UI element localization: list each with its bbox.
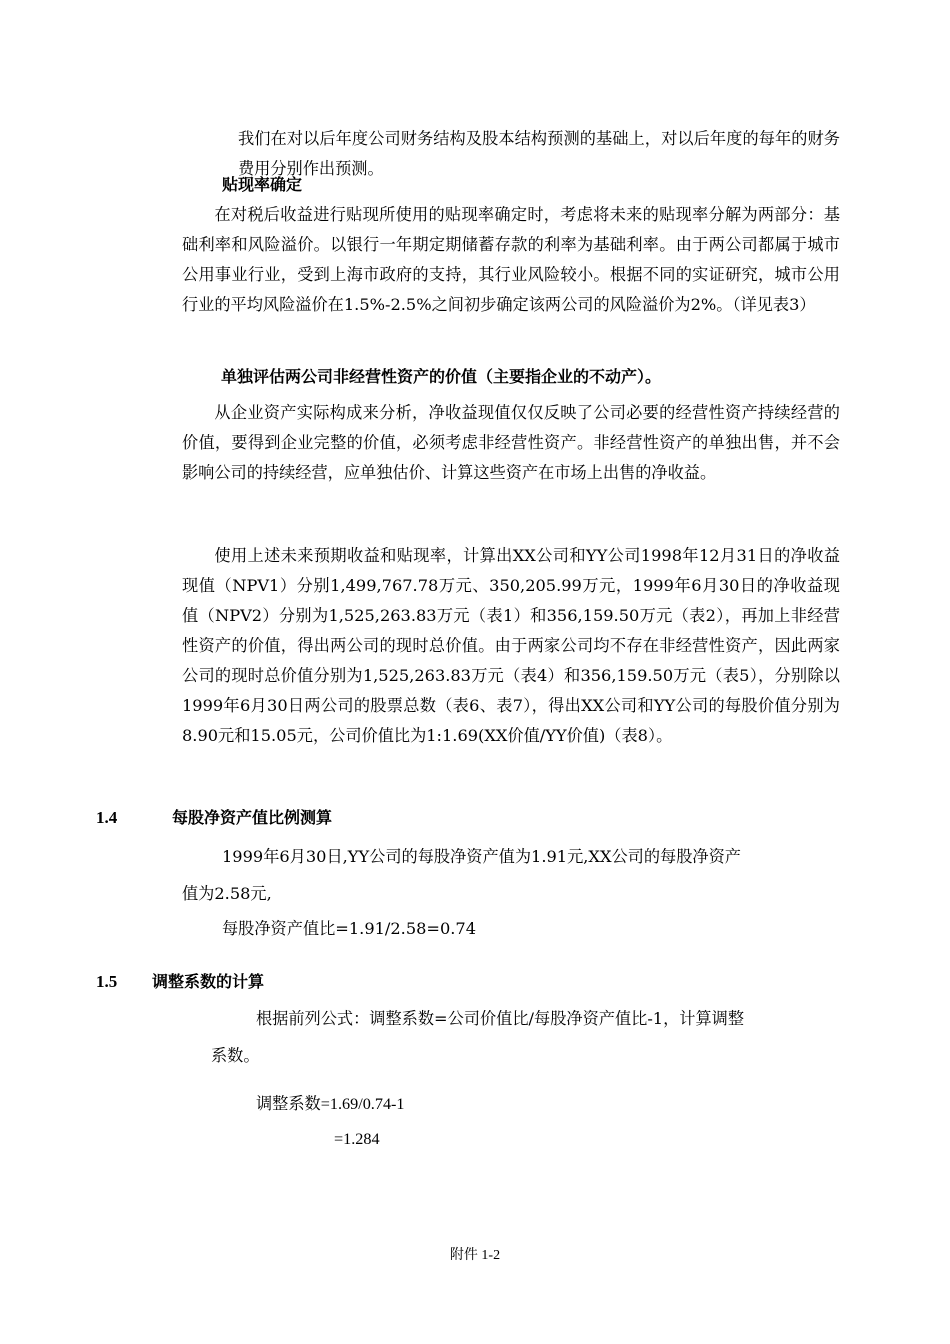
- paragraph-non-operating-assets: 从企业资产实际构成来分析，净收益现值仅仅反映了公司必要的经营性资产持续经营的价值，要得到企业完整的价值，必须考虑非经营性资产。非经营性资产的单独出售，并不会影响公司的持续经营，应单独估价、计算这些资产在市场上出售的净收益。: [182, 403, 840, 482]
- heading-discount-rate: 贴现率确定: [222, 175, 303, 194]
- section-title-1-4: 每股净资产值比例测算: [172, 808, 333, 827]
- paragraph-financial-costs: 我们在对以后年度公司财务结构及股本结构预测的基础上，对以后年度的每年的财务费用分别作出预测。: [238, 129, 840, 178]
- paragraph-discount-rate: 在对税后收益进行贴现所使用的贴现率确定时，考虑将未来的贴现率分解为两部分：基础利率和风险溢价。以银行一年期定期储蓄存款的利率为基础利率。由于两公司都属于城市公用事业行业，受到上海市政府的支持，其行业风险较小。根据不同的实证研究，城市公用行业的平均风险溢价在1.5%-2.5%之间初步确定该两公司的风险溢价为2%。（详见表3）: [182, 205, 840, 314]
- section-title-1-5: 调整系数的计算: [152, 972, 265, 991]
- formula-net-asset-ratio: 每股净资产值比=1.91/2.58=0.74: [222, 919, 477, 938]
- page-footer: 附件 1-2: [449, 1248, 501, 1263]
- heading-non-operating-assets: 单独评估两公司非经营性资产的价值（主要指企业的不动产）。: [221, 367, 662, 386]
- paragraph-adjustment-line1: 根据前列公式：调整系数=公司价值比/每股净资产值比-1，计算调整: [256, 1009, 745, 1028]
- paragraph-net-assets-line2: 值为2.58元,: [182, 884, 272, 903]
- formula-adjustment-result: =1.284: [334, 1130, 380, 1148]
- section-number-1-4: 1.4: [96, 808, 118, 827]
- paragraph-valuation-results: 使用上述未来预期收益和贴现率，计算出XX公司和YY公司1998年12月31日的净收益现值（NPV1）分别1,499,767.78万元、350,205.99万元，1999年6月30日的净收益现值（NPV2）分别为1,525,263.83万元（表1）和356,159.50万元（表2），再加上非经营性资产的价值，得出两公司的现时总价值。由于两家公司均不存在非经营性资产，因此两家公司的现时总价值分别为1,525,263.83万元（表4）和356,159.50万元（表5），分别除以1999年6月30日两公司的股票总数（表6、表7），得出XX公司和YY公司的每股价值分别为8.90元和15.05元，公司价值比为1:1.69(XX价值/YY价值)（表8）。: [182, 546, 840, 745]
- paragraph-adjustment-line2: 系数。: [211, 1046, 260, 1065]
- paragraph-net-assets-line1: 1999年6月30日,YY公司的每股净资产值为1.91元,XX公司的每股净资产: [222, 847, 741, 866]
- formula-adjustment-coefficient: 调整系数=1.69/0.74-1: [256, 1095, 405, 1113]
- section-number-1-5: 1.5: [96, 972, 118, 991]
